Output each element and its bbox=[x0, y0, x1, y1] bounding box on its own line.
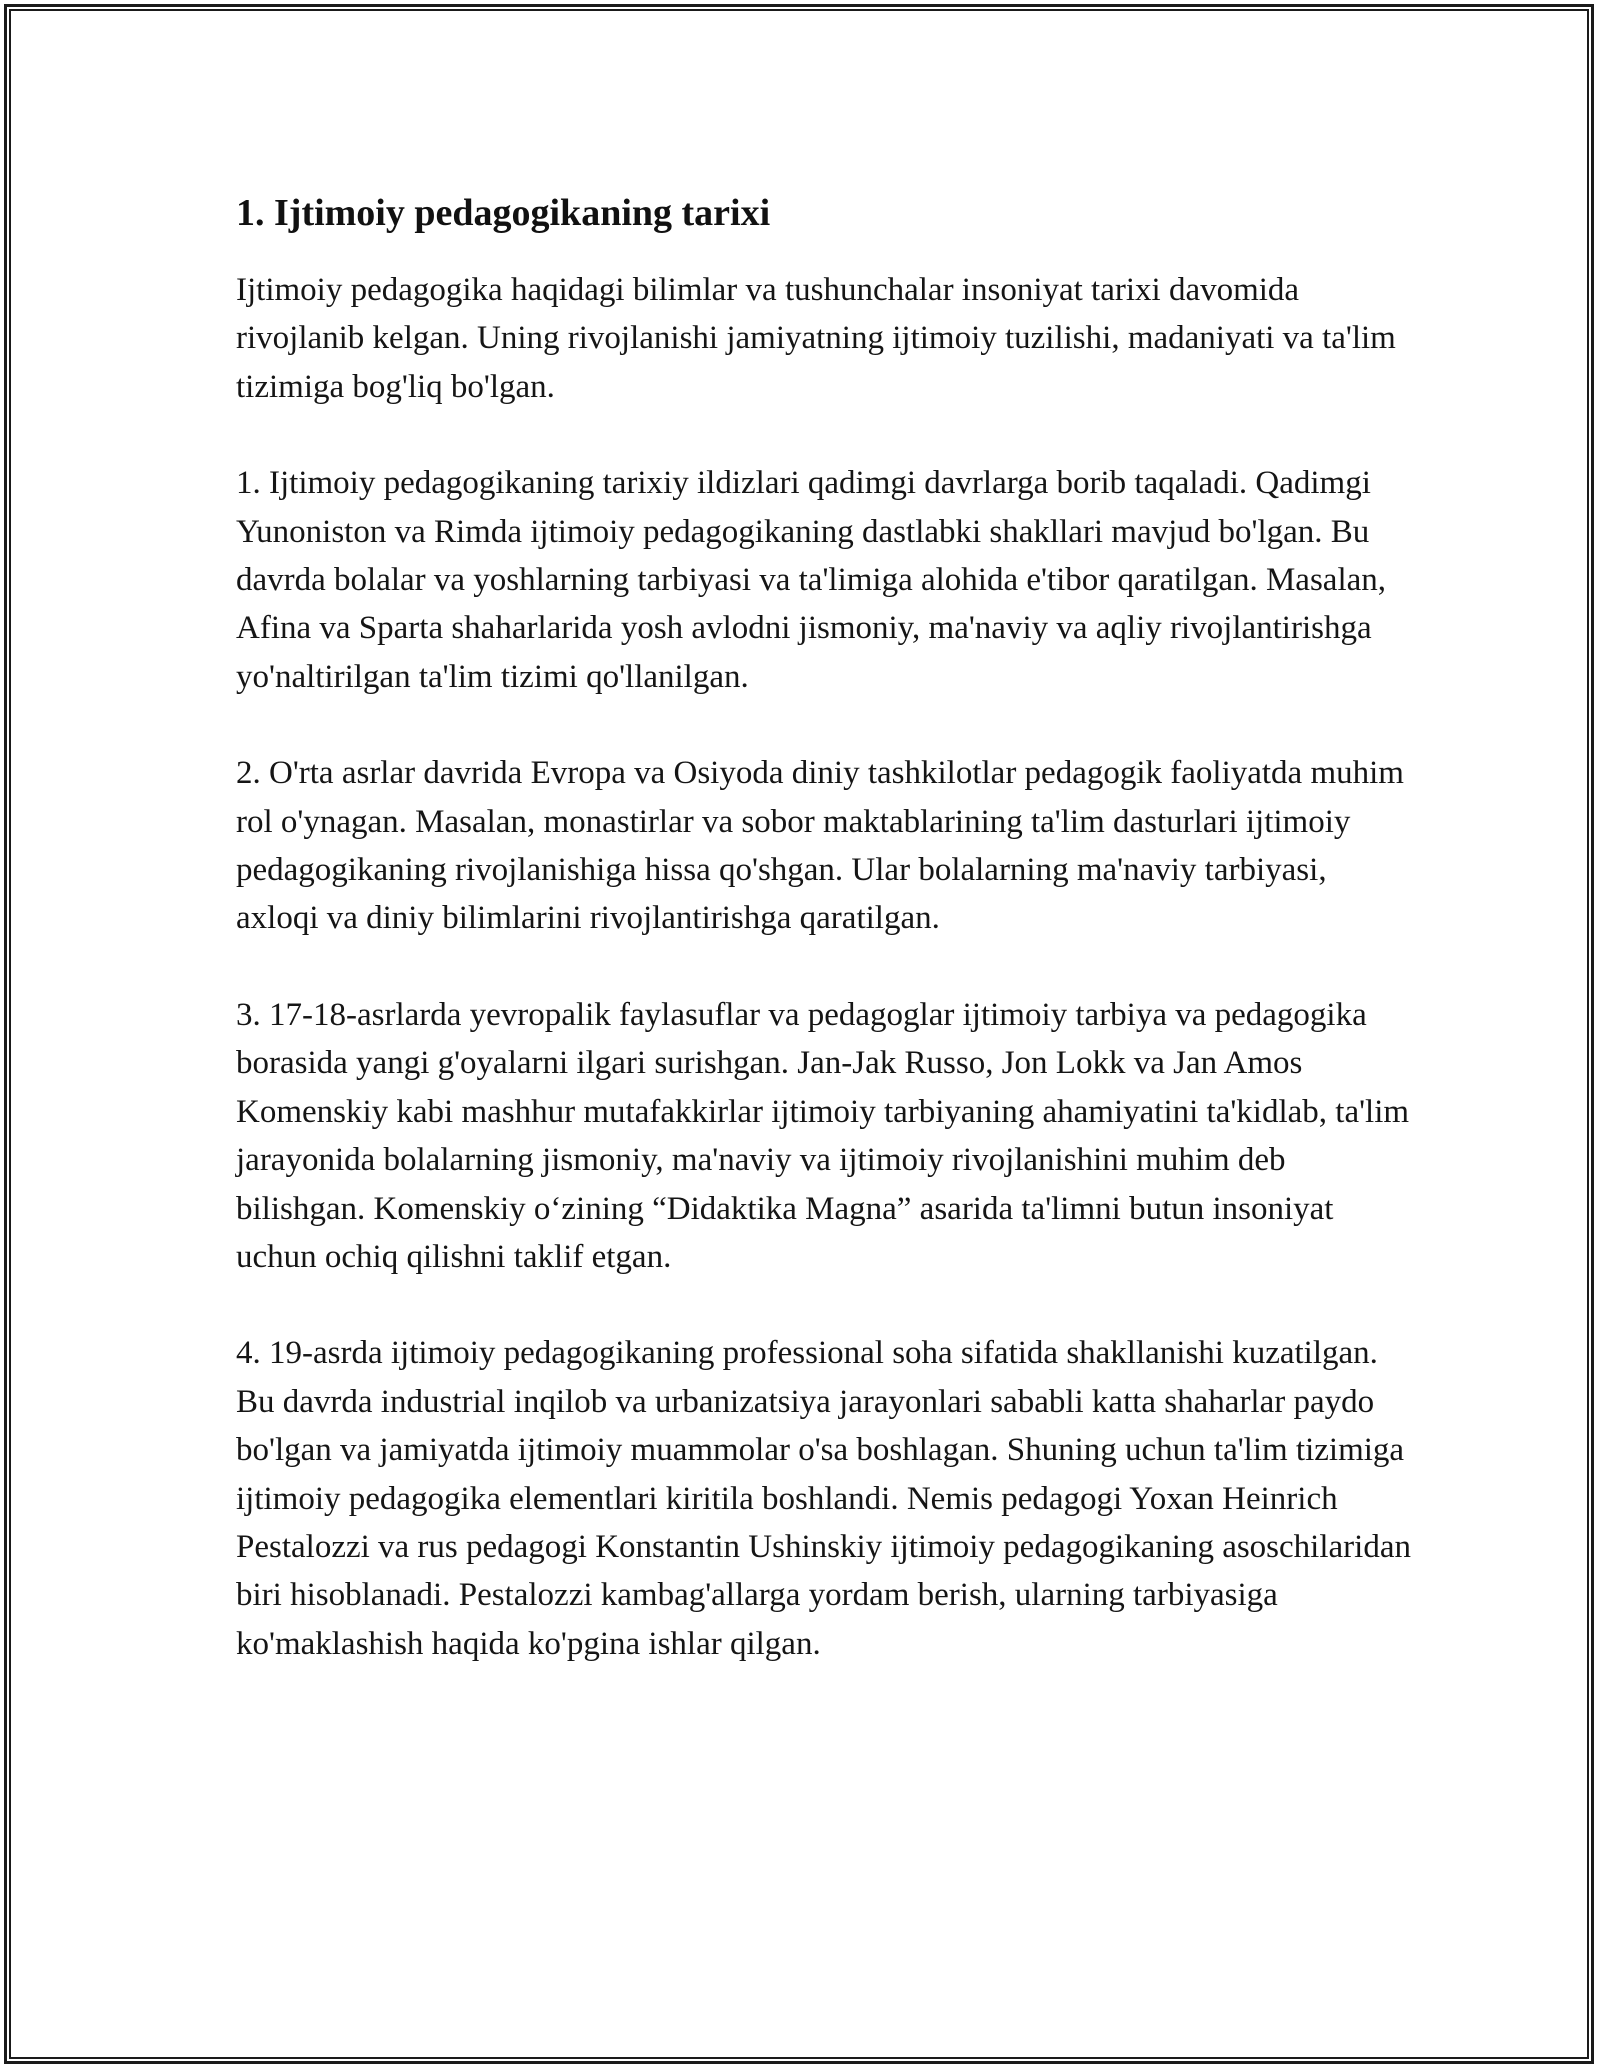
paragraph-17-18-centuries: 3. 17-18-asrlarda yevropalik faylasuflar va pedagoglar ijtimoiy tarbiya va pedagogika borasida yangi g'oyalarni ilgari surishgan. Jan-Jak Russo, Jon Lokk va Jan Amos Komenskiy kabi mashhur mutafakkirlar ijtimoiy tarbiyaning ahamiyatini ta'kidlab, ta'lim jarayonida bolalarning jismoniy, ma'naviy va ijtimoiy rivojlanishini muhim deb bilishgan. Komenskiy o‘zining “Didaktika Magna” asarida ta'limni butun insoniyat uchun ochiq qilishni taklif etgan. bbox=[236, 996, 1410, 1275]
paragraph-middle-ages: 2. O'rta asrlar davrida Evropa va Osiyoda diniy tashkilotlar pedagogik faoliyatda muhim rol o'ynagan. Masalan, monastirlar va sobor maktablarining ta'lim dasturlari ijtimoiy pedagogikaning rivojlanishiga hissa qo'shgan. Ular bolalarning ma'naviy tarbiyasi, axloqi va diniy bilimlarini rivojlantirishga qaratilgan. bbox=[236, 755, 1404, 937]
paragraph-ancient-period: 1. Ijtimoiy pedagogikaning tarixiy ildizlari qadimgi davrlarga borib taqaladi. Qadimgi Yunoniston va Rimda ijtimoiy pedagogikaning dastlabki shakllari mavjud bo'lgan. Bu davrda bolalar va yoshlarning tarbiyasi va ta'limiga alohida e'tibor qaratilgan. Masalan, Afina va Sparta shaharlarida yosh avlodni jismoniy, ma'naviy va aqliy rivojlantirishga yo'naltirilgan ta'lim tizimi qo'llanilgan. bbox=[236, 465, 1387, 695]
paragraph-19-century: 4. 19-asrda ijtimoiy pedagogikaning professional soha sifatida shakllanishi kuzatilgan. Bu davrda industrial inqilob va urbanizatsiya jarayonlari sababli katta shaharlar paydo bo'lgan va jamiyatda ijtimoiy muammolar o'sa boshlagan. Shuning uchun ta'lim tizimiga ijtimoiy pedagogika elementlari kiritila boshlandi. Nemis pedagogi Yoxan Heinrich Pestalozzi va rus pedagogi Konstantin Ushinskiy ijtimoiy pedagogikaning asoschilaridan biri hisoblanadi. Pestalozzi kambag'allarga yordam berish, ularning tarbiyasiga ko'maklashish haqida ko'pgina ishlar qilgan. bbox=[236, 1335, 1411, 1662]
intro-paragraph: Ijtimoiy pedagogika haqidagi bilimlar va tushunchalar insoniyat tarixi davomida rivojlanib kelgan. Uning rivojlanishi jamiyatning ijtimoiy tuzilishi, madaniyati va ta'lim tizimiga bog'liq bo'lgan. bbox=[236, 272, 1396, 405]
section-heading: 1. Ijtimoiy pedagogikaning tarixi bbox=[236, 192, 771, 234]
document-body bbox=[236, 188, 1416, 1716]
